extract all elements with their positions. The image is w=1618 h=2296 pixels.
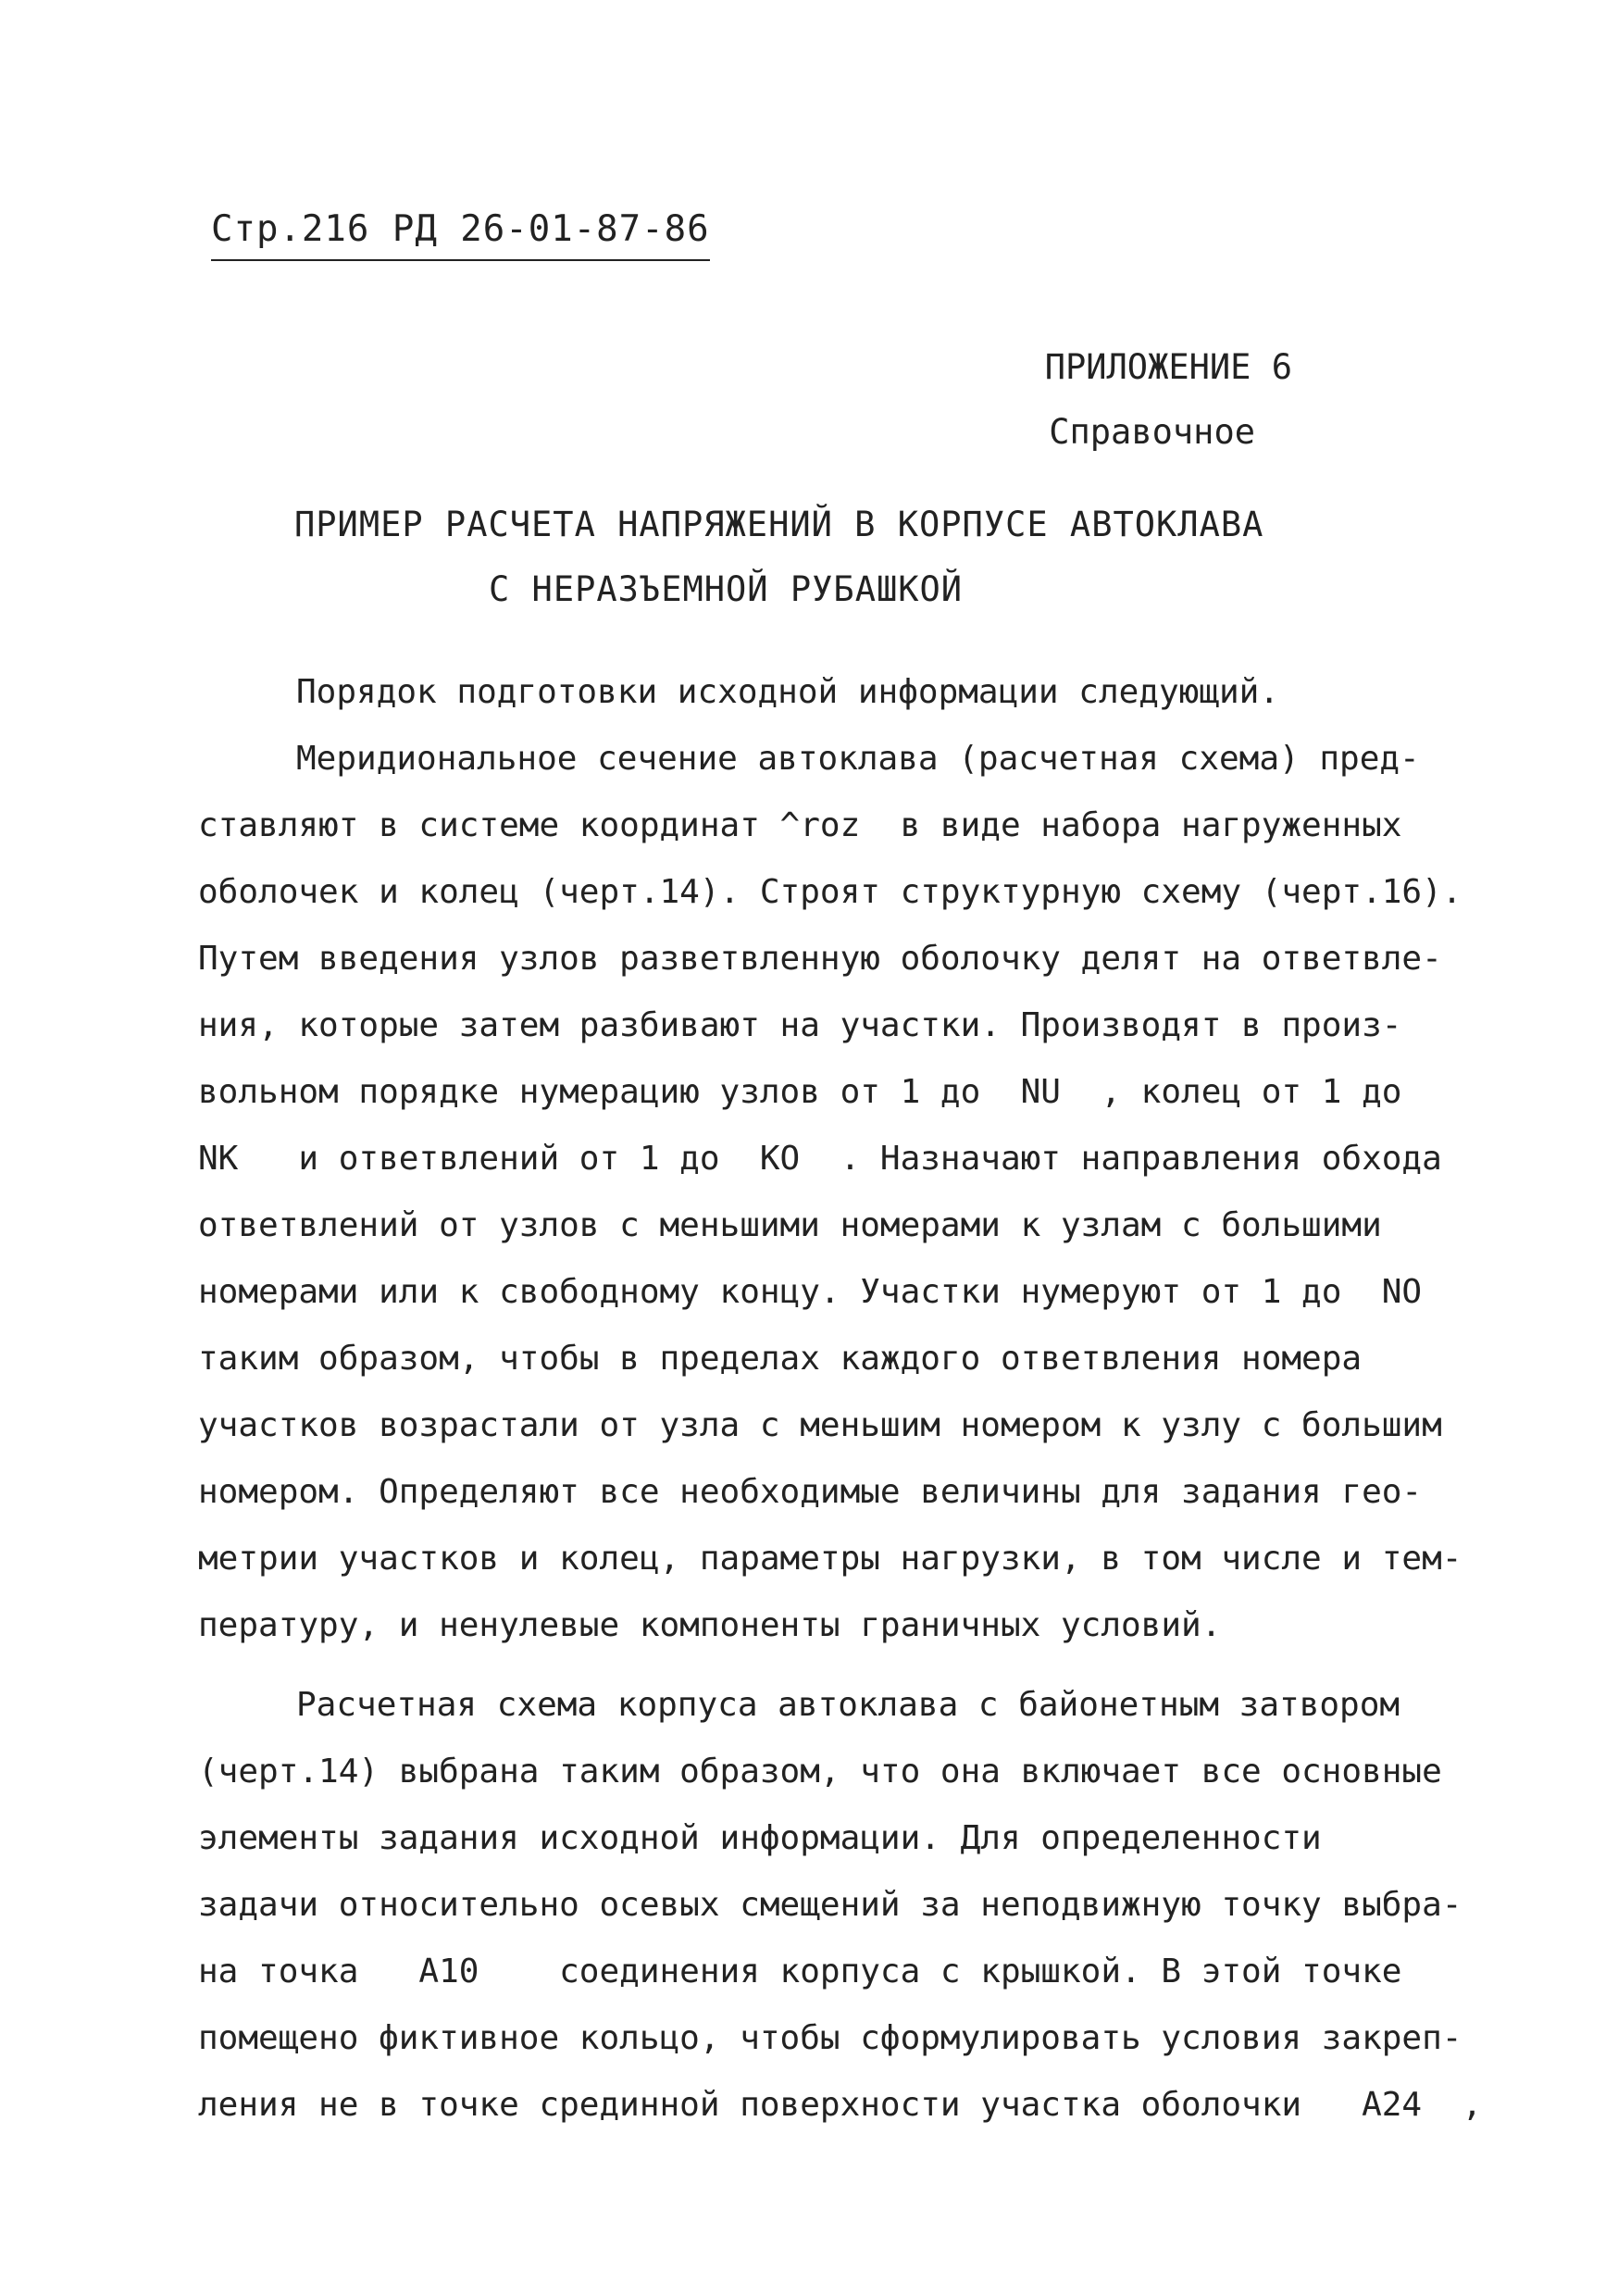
body-line: ния, которые затем разбивают на участки. Производят в произ- xyxy=(198,1006,1402,1044)
body-line: задачи относительно осевых смещений за неподвижную точку выбра- xyxy=(198,1886,1462,1924)
body-line: (черт.14) выбрана таким образом, что она включает все основные xyxy=(198,1753,1442,1791)
body-line: элементы задания исходной информации. Для определенности xyxy=(198,1819,1322,1857)
body-line: таким образом, чтобы в пределах каждого ответвления номера xyxy=(198,1340,1363,1378)
document-title-line-1: ПРИМЕР РАСЧЕТА НАПРЯЖЕНИЙ В КОРПУСЕ АВТОКЛАВА xyxy=(294,505,1264,544)
body-line: пературу, и ненулевые компоненты граничных условий. xyxy=(198,1606,1222,1644)
body-line: Порядок подготовки исходной информации следующий. xyxy=(296,673,1280,711)
body-line: ответвлений от узлов с меньшими номерами к узлам с большими xyxy=(198,1206,1382,1244)
body-line: метрии участков и колец, параметры нагрузки, в том числе и тем- xyxy=(198,1540,1462,1578)
body-line: вольном порядке нумерацию узлов от 1 до NU , колец от 1 до xyxy=(198,1073,1402,1111)
body-line: номерами или к свободному концу. Участки нумеруют от 1 до NO xyxy=(198,1273,1423,1311)
body-line: оболочек и колец (черт.14). Строят структурную схему (черт.16). xyxy=(198,873,1462,911)
body-line: помещено фиктивное кольцо, чтобы сформулировать условия закреп- xyxy=(198,2019,1462,2057)
appendix-label: ПРИЛОЖЕНИЕ 6 xyxy=(1044,347,1292,387)
body-line: участков возрастали от узла с меньшим номером к узлу с большим xyxy=(198,1406,1442,1444)
body-line: Расчетная схема корпуса автоклава с байонетным затвором xyxy=(296,1686,1400,1724)
page-reference: Стр.216 РД 26-01-87-86 xyxy=(211,208,710,261)
body-line: ставляют в системе координат ^roz в виде набора нагруженных xyxy=(198,806,1402,844)
body-line: NK и ответвлений от 1 до KO . Назначают направления обхода xyxy=(198,1140,1442,1178)
body-line: ления не в точке срединной поверхности участка оболочки A24 , xyxy=(198,2086,1483,2124)
body-line: Меридиональное сечение автоклава (расчетная схема) пред- xyxy=(296,740,1420,778)
body-line: Путем введения узлов разветвленную оболочку делят на ответвле- xyxy=(198,940,1442,978)
document-title-line-2: С НЕРАЗЪЕМНОЙ РУБАШКОЙ xyxy=(489,569,964,609)
body-line: номером. Определяют все необходимые величины для задания гео- xyxy=(198,1473,1423,1511)
body-text xyxy=(198,659,1483,2139)
body-line: на точка A10 соединения корпуса с крышкой. В этой точке xyxy=(198,1953,1402,1990)
appendix-status: Справочное xyxy=(1049,412,1255,452)
